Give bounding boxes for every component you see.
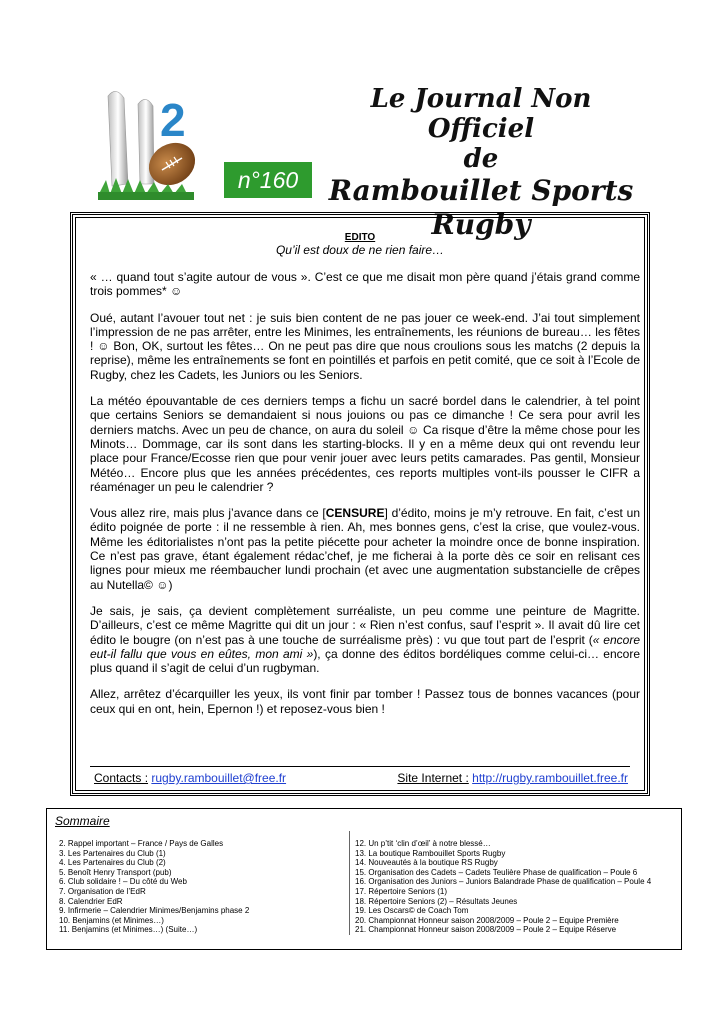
text-segment: Vous allez rire, mais plus j’avance dans ce [ [90,506,326,521]
divider [90,766,630,767]
table-of-contents [46,808,682,950]
site-label: Site Internet : [397,771,469,785]
logo-number: 2 [160,94,186,146]
contacts-email-link[interactable]: rugby.rambouillet@free.fr [151,771,287,785]
edito-paragraph: « … quand tout s’agite autour de vous ». C’est ce que me disait mon père quand j’étais grand comme trois pommes* ☺ [90,270,640,299]
italic-quote: « encore eut-il fallu que vous en eûtes, mon ami » [90,632,640,661]
edito-paragraph [90,506,640,592]
toc-item: 17. Répertoire Seniors (1) [355,886,448,896]
edito-paragraph: La météo épouvantable de ces derniers temps a fichu un sacré bordel dans le calendrier, à tel point que certains Seniors se demandaient si nous jouions ou pas ce dimanche ! Ce sera pour avril les derniers matchs. Avec un peu de chance, on aura du soleil ☺ Ca risque d’être la même chose pour les Minots… Dommage, car ils sont dans les starting-blocks. Il y en a même deux qui ont revendu leur place pour France/Ecosse rien que pour venir jouer avec leurs petits camarades. Pas gentil, Monsieur Météo… Encore plus que les années précédentes, ces reports multiples vont-ils pousser le CIFR a réaménager un peu le calendrier ? [90,394,640,494]
site-url-link[interactable]: http://rugby.rambouillet.free.fr [472,771,628,785]
title-line-2: de [463,144,499,174]
toc-item: 13. La boutique Rambouillet Sports Rugby [355,848,506,858]
toc-left-column [59,839,249,935]
text-segment: Je sais, je sais, ça devient complètement surréaliste, un peu comme une peinture de Magritte. D’ailleurs, c’est ce même Magritte qui dit un jour : « Rien n’est confus, sauf l’esprit ». Il avait dû lire cet édito le bougre (on n’est pas à une touche de surréalisme près) : vu que tout part de l’esprit ( [90,603,640,647]
toc-item: 7. Organisation de l’EdR [59,886,146,896]
issue-number: n°160 [224,162,312,198]
title-line-3: Rambouillet Sports Rugby [328,174,634,241]
edito-paragraph [90,604,640,675]
toc-item: 5. Benoît Henry Transport (pub) [59,867,172,877]
toc-item: 15. Organisation des Cadets – Cadets Teulière Phase de qualification – Poule 6 [355,867,638,877]
toc-right-column [355,839,651,935]
club-logo [98,84,210,202]
toc-item: 19. Les Oscars© de Coach Tom [355,906,469,916]
toc-item: 8. Calendrier EdR [59,896,123,906]
edito-heading: EDITO [344,232,376,243]
toc-item: 10. Benjamins (et Minimes…) [59,915,164,925]
toc-item: 2. Rappel important – France / Pays de Galles [59,839,224,848]
toc-item: 6. Club solidaire ! – Du côté du Web [59,877,187,887]
edito-body [90,270,640,728]
toc-item: 21. Championnat Honneur saison 2008/2009 – Poule 2 – Equipe Réserve [355,925,617,935]
contacts [94,771,286,785]
toc-item: 3. Les Partenaires du Club (1) [59,848,166,858]
title-line-1: Le Journal Non Officiel [370,84,592,144]
toc-item: 20. Championnat Honneur saison 2008/2009 – Poule 2 – Equipe Première [355,915,619,925]
edito-box [70,212,650,796]
contacts-label: Contacts : [94,771,149,785]
toc-item: 14. Nouveautés à la boutique RS Rugby [355,858,498,868]
toc-item: 12. Un p’tit ‘clin d’œil’ à notre blessé… [355,839,491,848]
toc-item: 11. Benjamins (et Minimes…) (Suite…) [59,925,198,935]
edito-subtitle: Qu’il est doux de ne rien faire… [275,243,445,257]
toc-item: 4. Les Partenaires du Club (2) [59,858,166,868]
censure-word: CENSURE [325,506,385,521]
sommaire-title: Sommaire [55,814,110,828]
text-segment: ] d’édito, moins je m’y retrouve. En fait, c’est un édito poignée de porte : il ne ressemble à rien. Ah, mes bonnes gens, c’est la crise, que voulez-vous. Même les éditorialistes n’ont pas la petite piécette pour acheter la moindre once de bonne inspiration. Ce n’est pas grave, étant également rédac’chef, je me ficherai à la porte dès ce soir en relisant ces lignes pour mieux me réembaucher lundi prochain (et avec une augmentation substancielle de crêpes au Nutella© ☺) [90,506,640,592]
edito-paragraph: Allez, arrêtez d’écarquiller les yeux, ils vont finir par tomber ! Passez tous de bonnes vacances (pour ceux qui en ont, hein, Epernon !) et reposez-vous bien ! [90,687,640,716]
toc-item: 18. Répertoire Seniors (2) – Résultats Jeunes [355,896,518,906]
edito-paragraph: Oué, autant l’avouer tout net : je suis bien content de ne pas jouer ce week-end. J’ai tout simplement l’impression de ne pas arrêter, entre les Minimes, les entraînements, les réunions de bureau… les fêtes ! ☺ Bon, OK, surtout les fêtes… On ne peut pas dire que nous croulions sous les matchs (2 depuis la reprise), même les entraînements se font en pointillés et parfois en petit comité, que ce soit à l’Ecole de Rugby, chez les Cadets, les Juniors ou les Seniors. [90,310,640,382]
website [397,771,628,785]
column-divider [349,831,350,935]
text-segment: ), ça donne des éditos bordéliques comme celui-ci… encore plus quand il s’agit de celui d’un rugbyman. [90,646,640,676]
toc-item: 16. Organisation des Juniors – Juniors Balandrade Phase de qualification – Poule 4 [355,877,652,887]
toc-item: 9. Infirmerie – Calendrier Minimes/Benjamins phase 2 [59,906,250,916]
